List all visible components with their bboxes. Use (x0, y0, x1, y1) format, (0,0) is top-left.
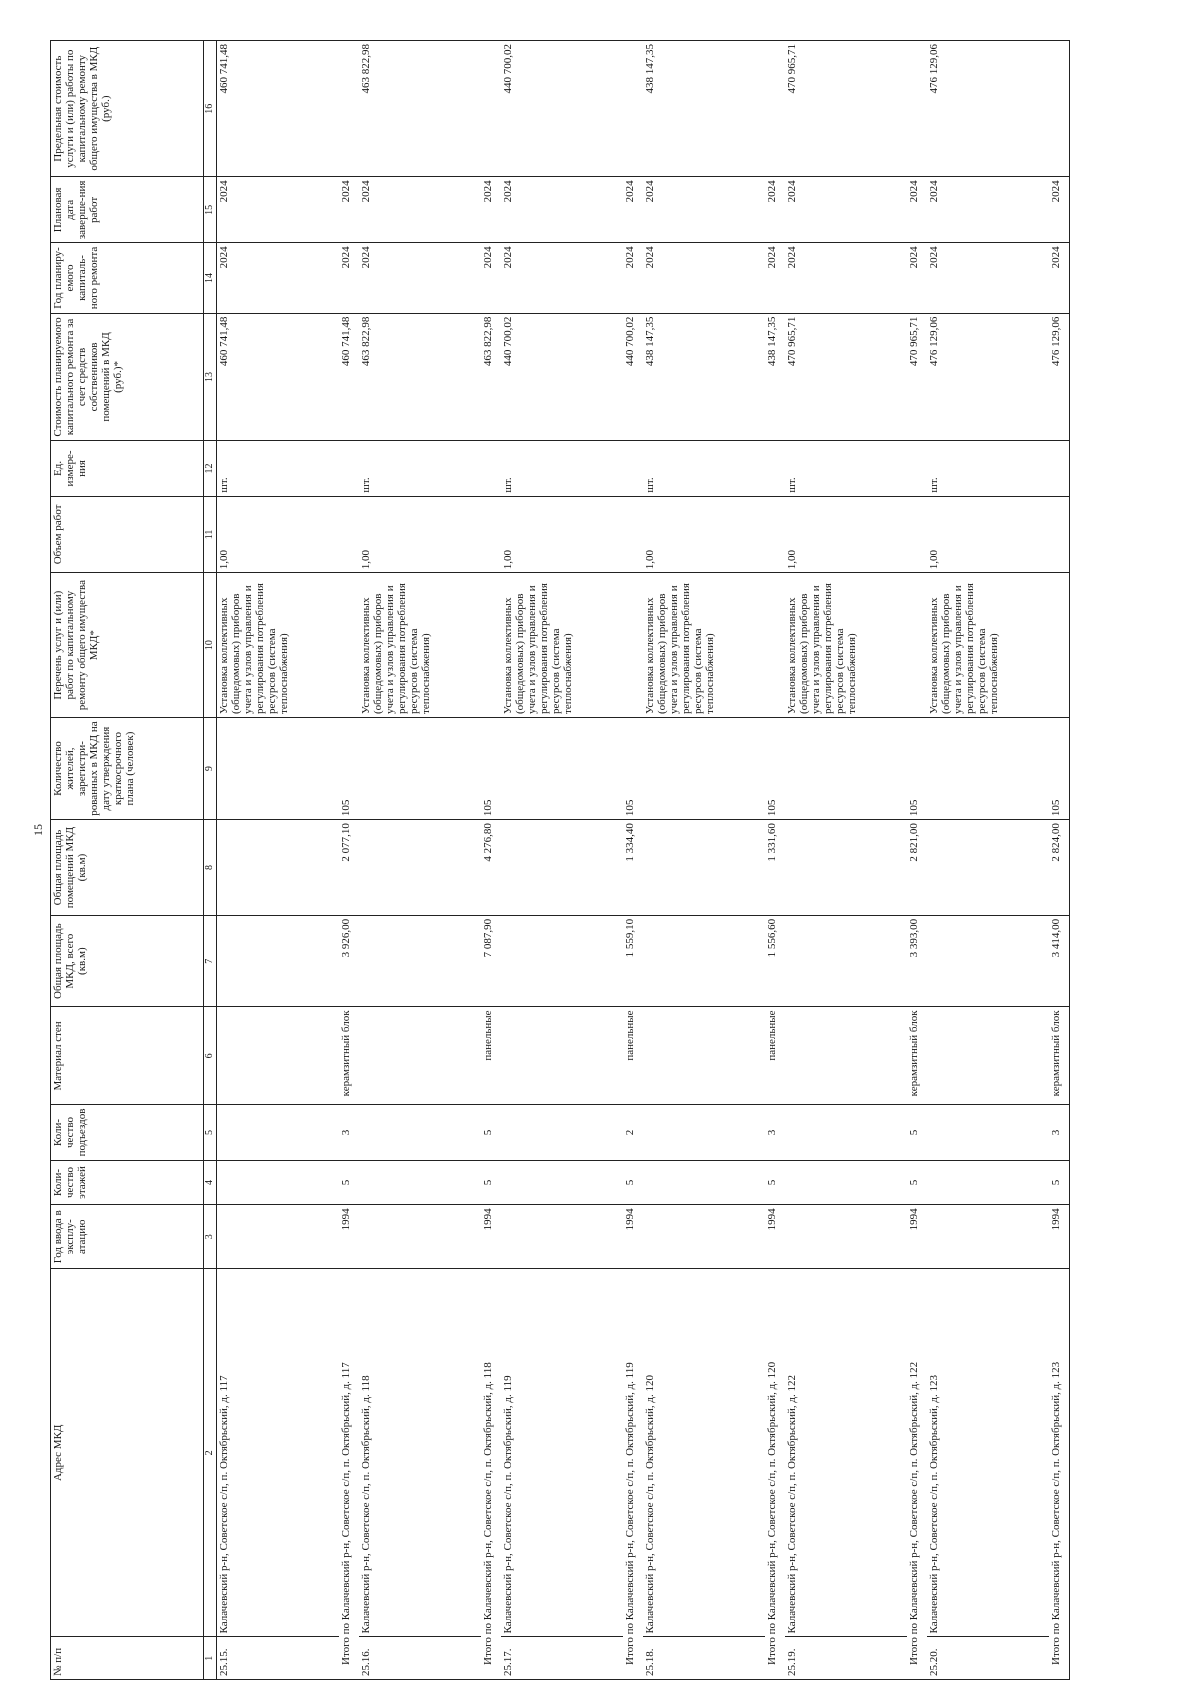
total-limit-cost (907, 41, 927, 177)
row-area-total (927, 915, 1049, 1007)
row-end-date: 2024 (501, 177, 623, 243)
row-area-total (217, 915, 340, 1007)
total-area-rooms: 4 276,80 (481, 820, 501, 916)
row-wall-material (217, 1007, 340, 1105)
row-entrances (785, 1105, 907, 1160)
row-address: Калачевский р-н, Советское с/п, п. Октябрьский, д. 123 (927, 1269, 1049, 1637)
total-cost: 463 822,98 (481, 313, 501, 441)
total-end-date: 2024 (481, 177, 501, 243)
col-header-3: Год ввода в эксплу-атацию (51, 1205, 204, 1269)
row-volume: 1,00 (359, 496, 481, 573)
total-cost: 476 129,06 (1049, 313, 1070, 441)
total-wall-material: панельные (765, 1007, 785, 1105)
row-end-date: 2024 (359, 177, 481, 243)
row-residents (927, 717, 1049, 819)
col-header-5: Коли-чество подъездов (51, 1105, 204, 1160)
col-number: 16 (204, 41, 217, 177)
row-year-built (501, 1205, 623, 1269)
total-unit (1049, 441, 1070, 496)
total-year-built: 1994 (339, 1205, 359, 1269)
table-row (359, 41, 481, 1680)
total-area-rooms: 2 824,00 (1049, 820, 1070, 916)
row-wall-material (643, 1007, 765, 1105)
total-repair-year: 2024 (907, 243, 927, 313)
column-number-row (204, 41, 217, 1680)
row-number: 25.16. (359, 1637, 481, 1680)
row-cost: 470 965,71 (785, 313, 907, 441)
total-wall-material: керамзитный блок (339, 1007, 359, 1105)
total-end-date: 2024 (339, 177, 359, 243)
row-work-description: Установка коллективных (общедомовых) приборов учета и узлов управления и регулирования потребления ресурсов (система теплоснабжения) (927, 573, 1049, 718)
total-end-date: 2024 (765, 177, 785, 243)
total-wall-material: панельные (623, 1007, 643, 1105)
total-residents: 105 (623, 717, 643, 819)
total-floors: 5 (765, 1160, 785, 1205)
total-row (481, 41, 501, 1680)
total-work (765, 573, 785, 718)
total-label: Итого по Калачевский р-н, Советское с/п, п. Октябрьский, д. 120 (765, 1269, 785, 1680)
row-entrances (217, 1105, 340, 1160)
total-label: Итого по Калачевский р-н, Советское с/п, п. Октябрьский, д. 119 (623, 1269, 643, 1680)
row-wall-material (927, 1007, 1049, 1105)
total-year-built: 1994 (765, 1205, 785, 1269)
row-area-rooms (217, 820, 340, 916)
row-area-rooms (359, 820, 481, 916)
header-row (51, 41, 204, 1680)
total-label: Итого по Калачевский р-н, Советское с/п, п. Октябрьский, д. 122 (907, 1269, 927, 1680)
total-label: Итого по Калачевский р-н, Советское с/п, п. Октябрьский, д. 123 (1049, 1269, 1070, 1680)
row-number: 25.17. (501, 1637, 623, 1680)
row-work-description: Установка коллективных (общедомовых) приборов учета и узлов управления и регулирования потребления ресурсов (система теплоснабжения) (785, 573, 907, 718)
row-address: Калачевский р-н, Советское с/п, п. Октябрьский, д. 117 (217, 1269, 340, 1637)
total-floors: 5 (1049, 1160, 1070, 1205)
row-end-date: 2024 (785, 177, 907, 243)
row-repair-year: 2024 (217, 243, 340, 313)
total-row (339, 41, 359, 1680)
row-repair-year: 2024 (501, 243, 623, 313)
row-unit: шт. (785, 441, 907, 496)
col-header-7: Общая площадь МКД, всего (кв.м) (51, 915, 204, 1007)
col-number: 10 (204, 573, 217, 718)
row-area-rooms (927, 820, 1049, 916)
col-header-14: Год планиру-емого капиталь-ного ремонта (51, 243, 204, 313)
table-row (785, 41, 907, 1680)
total-row (765, 41, 785, 1680)
row-area-total (785, 915, 907, 1007)
row-entrances (501, 1105, 623, 1160)
total-cost: 440 700,02 (623, 313, 643, 441)
total-repair-year: 2024 (1049, 243, 1070, 313)
total-work (623, 573, 643, 718)
total-entrances: 3 (1049, 1105, 1070, 1160)
col-header-16: Предельная стоимость услуги и (или) работы по капитальному ремонту общего имущества в МКД (руб.) (51, 41, 204, 177)
col-number: 2 (204, 1269, 217, 1637)
total-area-total: 7 087,90 (481, 915, 501, 1007)
row-area-total (359, 915, 481, 1007)
total-area-total: 1 556,60 (765, 915, 785, 1007)
row-cost: 438 147,35 (643, 313, 765, 441)
total-volume (623, 496, 643, 573)
total-row (623, 41, 643, 1680)
total-end-date: 2024 (1049, 177, 1070, 243)
total-entrances: 3 (339, 1105, 359, 1160)
row-unit: шт. (643, 441, 765, 496)
total-row (1049, 41, 1070, 1680)
row-residents (785, 717, 907, 819)
row-cost: 463 822,98 (359, 313, 481, 441)
total-entrances: 2 (623, 1105, 643, 1160)
total-limit-cost (765, 41, 785, 177)
row-number: 25.19. (785, 1637, 907, 1680)
row-floors (785, 1160, 907, 1205)
row-volume: 1,00 (501, 496, 623, 573)
row-number: 25.18. (643, 1637, 765, 1680)
total-floors: 5 (339, 1160, 359, 1205)
row-limit-cost: 463 822,98 (359, 41, 481, 177)
total-limit-cost (1049, 41, 1070, 177)
row-number: 25.15. (217, 1637, 340, 1680)
col-header-12: Ед. измере-ния (51, 441, 204, 496)
total-wall-material: керамзитный блок (1049, 1007, 1070, 1105)
row-residents (643, 717, 765, 819)
row-end-date: 2024 (927, 177, 1049, 243)
table-row (217, 41, 340, 1680)
col-header-6: Материал стен (51, 1007, 204, 1105)
row-year-built (927, 1205, 1049, 1269)
total-area-total: 3 393,00 (907, 915, 927, 1007)
row-end-date: 2024 (643, 177, 765, 243)
total-area-rooms: 2 077,10 (339, 820, 359, 916)
total-residents: 105 (481, 717, 501, 819)
rotated-page (50, 40, 1145, 1680)
row-work-description: Установка коллективных (общедомовых) приборов учета и узлов управления и регулирования потребления ресурсов (система теплоснабжения) (359, 573, 481, 718)
total-repair-year: 2024 (765, 243, 785, 313)
total-wall-material: керамзитный блок (907, 1007, 927, 1105)
total-limit-cost (623, 41, 643, 177)
row-area-rooms (785, 820, 907, 916)
total-work (339, 573, 359, 718)
col-number: 7 (204, 915, 217, 1007)
row-repair-year: 2024 (927, 243, 1049, 313)
row-address: Калачевский р-н, Советское с/п, п. Октябрьский, д. 120 (643, 1269, 765, 1637)
col-number: 8 (204, 820, 217, 916)
col-number: 11 (204, 496, 217, 573)
total-year-built: 1994 (481, 1205, 501, 1269)
total-floors: 5 (623, 1160, 643, 1205)
total-unit (481, 441, 501, 496)
total-residents: 105 (765, 717, 785, 819)
row-entrances (927, 1105, 1049, 1160)
page-number: 15 (31, 824, 45, 836)
row-wall-material (359, 1007, 481, 1105)
row-volume: 1,00 (643, 496, 765, 573)
row-end-date: 2024 (217, 177, 340, 243)
row-floors (927, 1160, 1049, 1205)
total-label: Итого по Калачевский р-н, Советское с/п, п. Октябрьский, д. 118 (481, 1269, 501, 1680)
row-residents (501, 717, 623, 819)
row-wall-material (501, 1007, 623, 1105)
row-number: 25.20. (927, 1637, 1049, 1680)
total-floors: 5 (907, 1160, 927, 1205)
row-area-rooms (501, 820, 623, 916)
total-entrances: 5 (481, 1105, 501, 1160)
row-floors (359, 1160, 481, 1205)
total-residents: 105 (907, 717, 927, 819)
row-unit: шт. (217, 441, 340, 496)
row-cost: 460 741,48 (217, 313, 340, 441)
col-header-9: Количество жителей, зарегистри-рованных в МКД на дату утверждения краткосрочного плана (человек) (51, 717, 204, 819)
row-year-built (359, 1205, 481, 1269)
total-row (907, 41, 927, 1680)
total-unit (765, 441, 785, 496)
row-limit-cost: 460 741,48 (217, 41, 340, 177)
total-limit-cost (339, 41, 359, 177)
total-cost: 470 965,71 (907, 313, 927, 441)
row-limit-cost: 440 700,02 (501, 41, 623, 177)
row-work-description: Установка коллективных (общедомовых) приборов учета и узлов управления и регулирования потребления ресурсов (система теплоснабжения) (501, 573, 623, 718)
col-header-1: № п/п (51, 1637, 204, 1680)
col-number: 3 (204, 1205, 217, 1269)
total-area-total: 3 926,00 (339, 915, 359, 1007)
table-body (217, 41, 1070, 1680)
total-wall-material: панельные (481, 1007, 501, 1105)
total-volume (765, 496, 785, 573)
row-work-description: Установка коллективных (общедомовых) приборов учета и узлов управления и регулирования потребления ресурсов (система теплоснабжения) (217, 573, 340, 718)
row-floors (501, 1160, 623, 1205)
row-limit-cost: 476 129,06 (927, 41, 1049, 177)
total-entrances: 5 (907, 1105, 927, 1160)
total-repair-year: 2024 (481, 243, 501, 313)
row-entrances (643, 1105, 765, 1160)
total-area-rooms: 1 331,60 (765, 820, 785, 916)
col-header-8: Общая площадь помещений МКД (кв.м) (51, 820, 204, 916)
row-floors (643, 1160, 765, 1205)
row-year-built (217, 1205, 340, 1269)
total-repair-year: 2024 (623, 243, 643, 313)
total-label: Итого по Калачевский р-н, Советское с/п, п. Октябрьский, д. 117 (339, 1269, 359, 1680)
row-entrances (359, 1105, 481, 1160)
row-unit: шт. (359, 441, 481, 496)
total-work (1049, 573, 1070, 718)
col-header-11: Объем работ (51, 496, 204, 573)
col-number: 1 (204, 1637, 217, 1680)
total-residents: 105 (1049, 717, 1070, 819)
total-area-rooms: 1 334,40 (623, 820, 643, 916)
row-unit: шт. (927, 441, 1049, 496)
total-work (481, 573, 501, 718)
row-cost: 440 700,02 (501, 313, 623, 441)
total-year-built: 1994 (623, 1205, 643, 1269)
row-work-description: Установка коллективных (общедомовых) приборов учета и узлов управления и регулирования потребления ресурсов (система теплоснабжения) (643, 573, 765, 718)
total-work (907, 573, 927, 718)
row-limit-cost: 438 147,35 (643, 41, 765, 177)
row-cost: 476 129,06 (927, 313, 1049, 441)
col-header-4: Коли-чество этажей (51, 1160, 204, 1205)
row-volume: 1,00 (927, 496, 1049, 573)
col-header-2: Адрес МКД (51, 1269, 204, 1637)
row-repair-year: 2024 (785, 243, 907, 313)
total-cost: 460 741,48 (339, 313, 359, 441)
row-residents (217, 717, 340, 819)
col-header-13: Стоимость планируемого капитального ремонта за счет средств собственников помещений в МКД (руб.)* (51, 313, 204, 441)
table-row (643, 41, 765, 1680)
total-unit (907, 441, 927, 496)
col-number: 15 (204, 177, 217, 243)
total-unit (339, 441, 359, 496)
row-area-total (501, 915, 623, 1007)
table-row (927, 41, 1049, 1680)
row-area-total (643, 915, 765, 1007)
total-repair-year: 2024 (339, 243, 359, 313)
total-volume (481, 496, 501, 573)
row-address: Калачевский р-н, Советское с/п, п. Октябрьский, д. 119 (501, 1269, 623, 1637)
col-number: 9 (204, 717, 217, 819)
total-end-date: 2024 (623, 177, 643, 243)
col-number: 13 (204, 313, 217, 441)
row-address: Калачевский р-н, Советское с/п, п. Октябрьский, д. 118 (359, 1269, 481, 1637)
col-number: 12 (204, 441, 217, 496)
table-row (501, 41, 623, 1680)
total-area-total: 3 414,00 (1049, 915, 1070, 1007)
row-year-built (643, 1205, 765, 1269)
row-unit: шт. (501, 441, 623, 496)
col-header-10: Перечень услуг и (или) работ по капитальному ремонту общего имущества МКД* (51, 573, 204, 718)
total-volume (339, 496, 359, 573)
row-year-built (785, 1205, 907, 1269)
row-address: Калачевский р-н, Советское с/п, п. Октябрьский, д. 122 (785, 1269, 907, 1637)
row-volume: 1,00 (217, 496, 340, 573)
total-entrances: 3 (765, 1105, 785, 1160)
row-area-rooms (643, 820, 765, 916)
total-limit-cost (481, 41, 501, 177)
total-volume (907, 496, 927, 573)
total-year-built: 1994 (907, 1205, 927, 1269)
col-number: 4 (204, 1160, 217, 1205)
total-area-rooms: 2 821,00 (907, 820, 927, 916)
col-number: 14 (204, 243, 217, 313)
col-number: 5 (204, 1105, 217, 1160)
row-volume: 1,00 (785, 496, 907, 573)
total-residents: 105 (339, 717, 359, 819)
row-wall-material (785, 1007, 907, 1105)
row-floors (217, 1160, 340, 1205)
col-number: 6 (204, 1007, 217, 1105)
row-repair-year: 2024 (359, 243, 481, 313)
total-area-total: 1 559,10 (623, 915, 643, 1007)
row-limit-cost: 470 965,71 (785, 41, 907, 177)
row-residents (359, 717, 481, 819)
col-header-15: Плановая дата заверше-ния работ (51, 177, 204, 243)
repair-plan-table (50, 40, 1070, 1680)
total-year-built: 1994 (1049, 1205, 1070, 1269)
total-floors: 5 (481, 1160, 501, 1205)
row-repair-year: 2024 (643, 243, 765, 313)
total-cost: 438 147,35 (765, 313, 785, 441)
total-unit (623, 441, 643, 496)
total-volume (1049, 496, 1070, 573)
total-end-date: 2024 (907, 177, 927, 243)
